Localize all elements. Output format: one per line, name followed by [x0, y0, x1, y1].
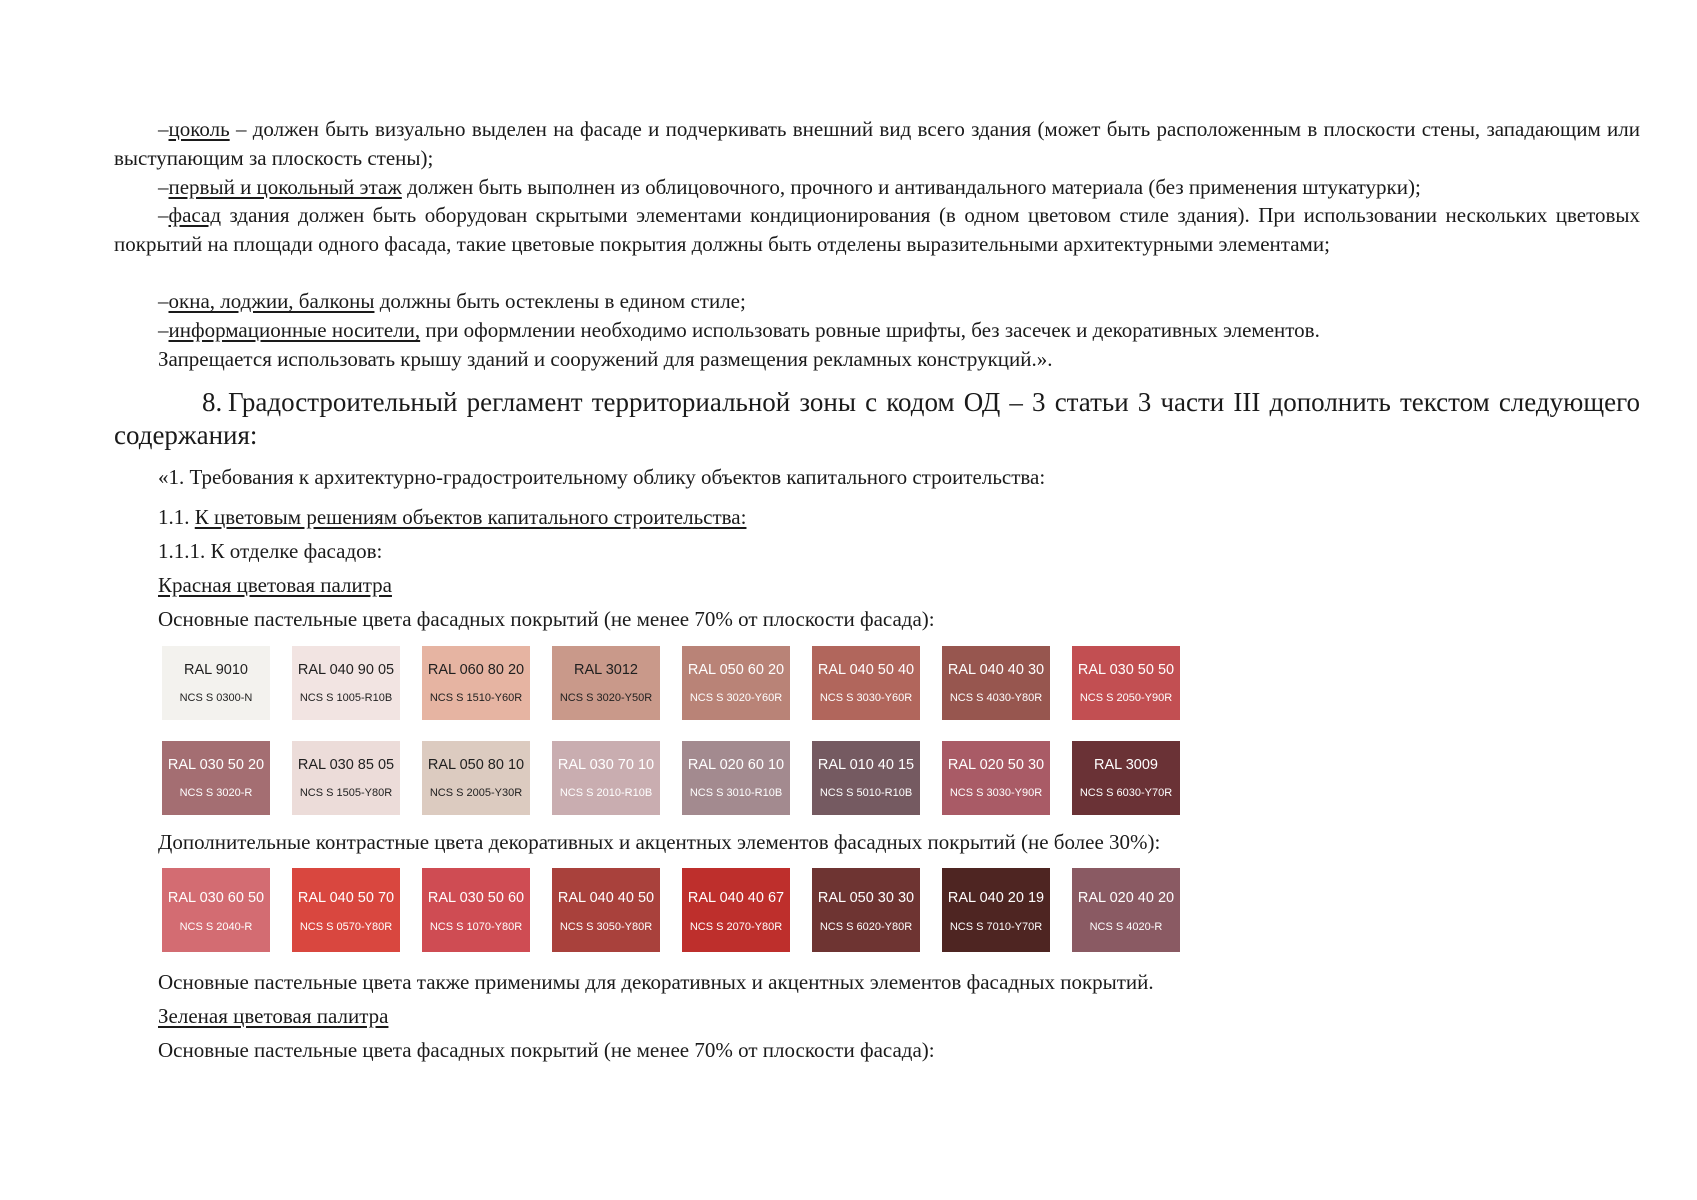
ncs-code: NCS S 7010-Y70R [949, 921, 1043, 933]
ral-code: RAL 050 60 20 [687, 662, 785, 678]
paragraph-roof-ban: Запрещается использовать крышу зданий и сооружений для размещения рекламных конструкций.». [158, 347, 1053, 371]
color-swatch [422, 868, 530, 952]
color-swatch [162, 741, 270, 815]
dash: – [158, 289, 169, 313]
color-swatch [552, 741, 660, 815]
term-facade: фасад [168, 203, 222, 227]
ral-code: RAL 030 60 50 [167, 890, 265, 906]
color-swatch [292, 868, 400, 952]
ncs-code: NCS S 3030-Y90R [949, 787, 1043, 799]
term-info-carriers: информационные носители, [168, 318, 421, 342]
ral-code: RAL 040 90 05 [297, 662, 395, 678]
color-swatch [422, 646, 530, 720]
color-swatch [552, 868, 660, 952]
dash: – [158, 318, 169, 342]
color-swatch [292, 646, 400, 720]
paragraph-text: должны быть остеклены в едином стиле; [374, 289, 746, 313]
color-swatch [162, 646, 270, 720]
color-swatch [942, 868, 1050, 952]
ncs-code: NCS S 2010-R10B [559, 787, 653, 799]
term-plinth: цоколь [168, 117, 230, 141]
paragraph-text: здания должен быть оборудован скрытыми элементами кондиционирования (в одном цветовом стиле здания). При использовании нескольких цветовых покрытий на площади одного фасада, такие цветовые покрытия должны быть отделены выразительными архитектурными элементами; [114, 203, 1640, 256]
ral-code: RAL 020 40 20 [1077, 890, 1175, 906]
ncs-code: NCS S 2040-R [179, 921, 253, 933]
ral-code: RAL 020 60 10 [687, 757, 785, 773]
ncs-code: NCS S 1070-Y80R [429, 921, 523, 933]
color-swatch [292, 741, 400, 815]
ral-code: RAL 050 30 30 [817, 890, 915, 906]
contrast-colors-caption: Дополнительные контрастные цвета декоративных и акцентных элементов фасадных покрытий (не более 30%): [158, 830, 1161, 854]
color-swatch [682, 868, 790, 952]
green-palette-heading [114, 1002, 1640, 1031]
ral-code: RAL 030 50 60 [427, 890, 525, 906]
section-number: 8. [202, 387, 223, 417]
base-colors-note: Основные пастельные цвета также применимы для декоративных и акцентных элементов фасадных покрытий. [158, 970, 1154, 994]
paragraph-text: при оформлении необходимо использовать ровные шрифты, без засечек и декоративных элементов. [420, 318, 1320, 342]
ral-code: RAL 020 50 30 [947, 757, 1045, 773]
ncs-code: NCS S 4020-R [1089, 921, 1163, 933]
ncs-code: NCS S 1510-Y60R [429, 692, 523, 704]
ncs-code: NCS S 5010-R10B [819, 787, 913, 799]
ncs-code: NCS S 3010-R10B [689, 787, 783, 799]
ncs-code: NCS S 2070-Y80R [689, 921, 783, 933]
ncs-code: NCS S 1005-R10B [299, 692, 393, 704]
base-colors-caption: Основные пастельные цвета фасадных покрытий (не менее 70% от плоскости фасада): [158, 607, 935, 631]
ral-code: RAL 030 50 20 [167, 757, 265, 773]
ncs-code: NCS S 3050-Y80R [559, 921, 653, 933]
color-swatch [682, 646, 790, 720]
dash: – [158, 203, 169, 227]
section-number: 1.1. [158, 505, 195, 529]
ncs-code: NCS S 4030-Y80R [949, 692, 1043, 704]
ral-code: RAL 040 40 67 [687, 890, 785, 906]
red-palette-title: Красная цветовая палитра [158, 573, 392, 597]
color-swatch [1072, 741, 1180, 815]
ral-code: RAL 040 50 40 [817, 662, 915, 678]
paragraph-first-floor [114, 173, 1640, 202]
ral-code: RAL 010 40 15 [817, 757, 915, 773]
paragraph-text: должен быть выполнен из облицовочного, прочного и антивандального материала (без применения штукатурки); [401, 175, 1421, 199]
paragraph-info-carriers [114, 316, 1640, 345]
ncs-code: NCS S 3020-R [179, 787, 253, 799]
ncs-code: NCS S 3020-Y60R [689, 692, 783, 704]
term-first-floor: первый и цокольный этаж [168, 175, 402, 199]
ncs-code: NCS S 3020-Y50R [559, 692, 653, 704]
color-swatch [812, 741, 920, 815]
ral-code: RAL 9010 [184, 662, 248, 678]
color-swatch [1072, 868, 1180, 952]
color-swatch [812, 646, 920, 720]
color-solutions-title: К цветовым решениям объектов капитального строительства: [194, 505, 747, 529]
color-swatch [942, 741, 1050, 815]
section-text: Градостроительный регламент территориальной зоны с кодом ОД – 3 статьи 3 части III дополнить текстом следующего содержания: [114, 387, 1640, 450]
ral-code: RAL 050 80 10 [427, 757, 525, 773]
facade-finishing-heading: 1.1.1. К отделке фасадов: [158, 539, 383, 563]
paragraph-windows [114, 287, 1640, 316]
green-base-colors-caption: Основные пастельные цвета фасадных покрытий (не менее 70% от плоскости фасада): [158, 1038, 935, 1062]
requirements-heading: «1. Требования к архитектурно-градостроительному облику объектов капитального строительства: [158, 465, 1046, 489]
ral-code: RAL 030 50 50 [1077, 662, 1175, 678]
ncs-code: NCS S 0570-Y80R [299, 921, 393, 933]
color-swatch [552, 646, 660, 720]
color-solutions-heading [114, 503, 1640, 532]
ncs-code: NCS S 2005-Y30R [429, 787, 523, 799]
color-swatch [812, 868, 920, 952]
ral-code: RAL 030 70 10 [557, 757, 655, 773]
green-palette-title: Зеленая цветовая палитра [158, 1004, 389, 1028]
paragraph-facade [114, 201, 1640, 258]
dash: – [158, 117, 169, 141]
color-swatch [1072, 646, 1180, 720]
ncs-code: NCS S 3030-Y60R [819, 692, 913, 704]
ncs-code: NCS S 2050-Y90R [1079, 692, 1173, 704]
ncs-code: NCS S 6020-Y80R [819, 921, 913, 933]
paragraph-text: – должен быть визуально выделен на фасаде и подчеркивать внешний вид всего здания (может быть расположенным в плоскости стены, западающим или выступающим за плоскость стены); [114, 117, 1640, 170]
red-palette-heading [114, 571, 1640, 600]
dash: – [158, 175, 169, 199]
term-windows: окна, лоджии, балконы [168, 289, 375, 313]
color-swatch [422, 741, 530, 815]
paragraph-plinth [114, 115, 1640, 172]
ncs-code: NCS S 0300-N [179, 692, 253, 704]
color-swatch [942, 646, 1050, 720]
ncs-code: NCS S 1505-Y80R [299, 787, 393, 799]
ral-code: RAL 040 50 70 [297, 890, 395, 906]
section-8-heading [114, 386, 1640, 452]
color-swatch [162, 868, 270, 952]
ral-code: RAL 060 80 20 [427, 662, 525, 678]
ral-code: RAL 040 40 30 [947, 662, 1045, 678]
ncs-code: NCS S 6030-Y70R [1079, 787, 1173, 799]
color-swatch [682, 741, 790, 815]
ral-code: RAL 030 85 05 [297, 757, 395, 773]
ral-code: RAL 3012 [574, 662, 638, 678]
ral-code: RAL 3009 [1094, 757, 1158, 773]
ral-code: RAL 040 40 50 [557, 890, 655, 906]
ral-code: RAL 040 20 19 [947, 890, 1045, 906]
